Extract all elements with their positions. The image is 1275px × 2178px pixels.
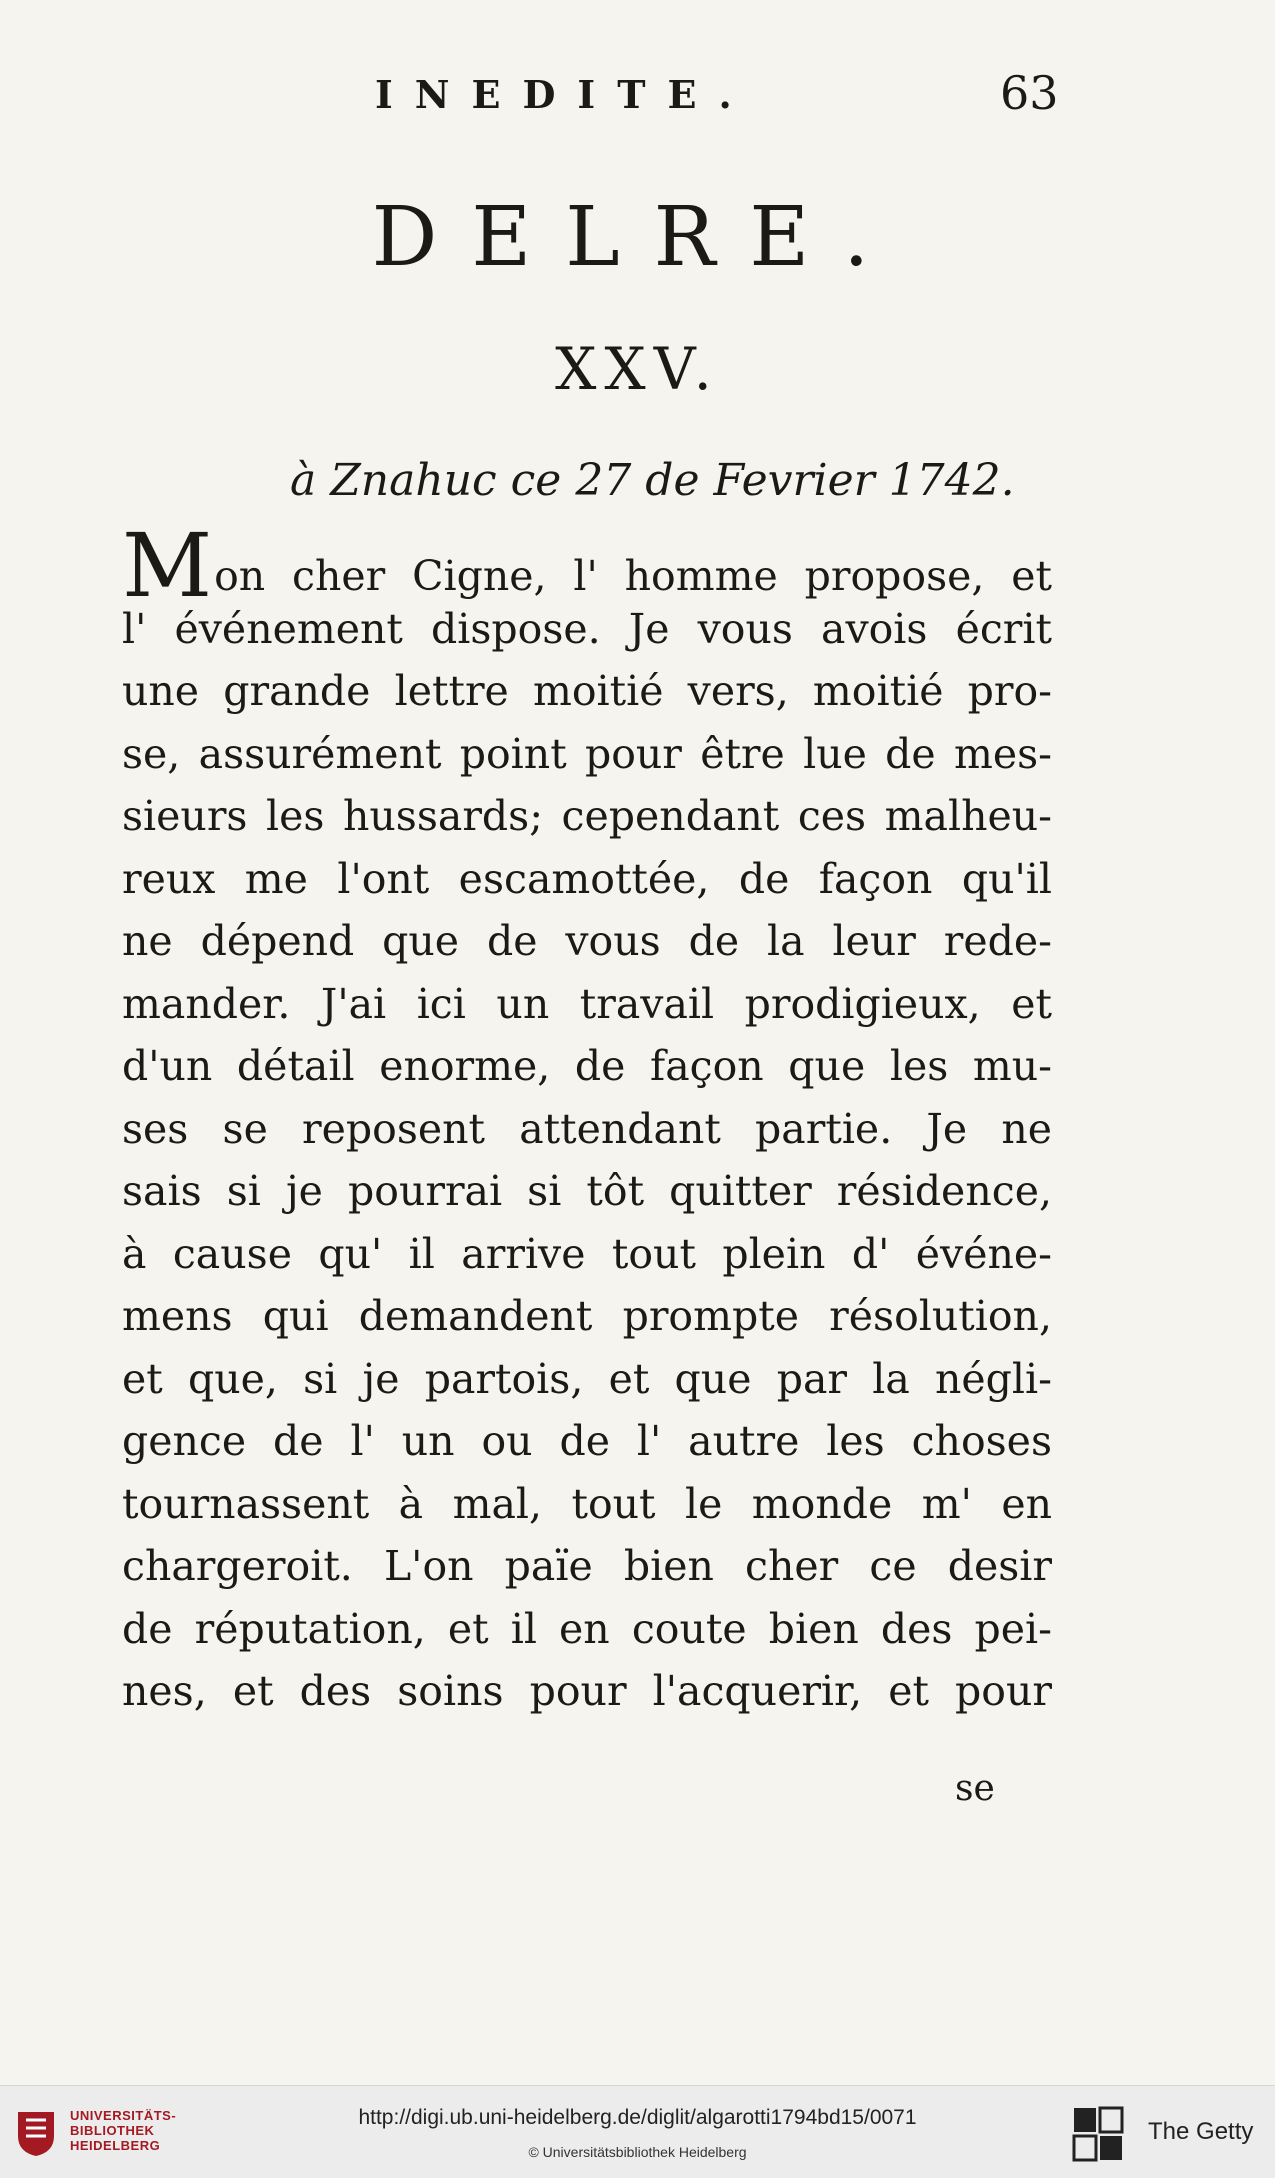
- body-line: de réputation, et il en coute bien des pei-: [122, 1604, 1052, 1653]
- body-line: tournassent à mal, tout le monde m' en: [122, 1479, 1052, 1528]
- partner-name: The Getty: [1148, 2118, 1254, 2145]
- body-line: une grande lettre moitié vers, moitié pro-: [122, 667, 1052, 715]
- running-title: INEDITE.: [375, 72, 754, 117]
- body-line-text: on cher Cigne, l' homme propose, et: [214, 552, 1052, 600]
- body-line: l' événement dispose. Je vous avois écrit: [122, 604, 1052, 653]
- permalink[interactable]: http://digi.ub.uni-heidelberg.de/diglit/algarotti1794bd15/0071: [358, 2106, 917, 2129]
- copyright-notice: © Universitätsbibliothek Heidelberg: [528, 2144, 747, 2160]
- drop-cap: M: [122, 514, 213, 617]
- viewer-footer: [0, 2085, 1275, 2178]
- letter-number: XXV.: [555, 335, 720, 403]
- catchword: se: [955, 1768, 995, 1809]
- page-number: 63: [1000, 66, 1059, 120]
- body-line: à cause qu' il arrive tout plein d' événe-: [122, 1229, 1052, 1278]
- body-line: ne dépend que de vous de la leur rede-: [122, 917, 1052, 965]
- running-head: [0, 66, 1275, 132]
- body-line: mander. J'ai ici un travail prodigieux, et: [122, 979, 1052, 1028]
- body-line: sieurs les hussards; cependant ces malheu-: [122, 792, 1052, 840]
- body-line: sais si je pourrai si tôt quitter résidence,: [122, 1167, 1052, 1215]
- letter-dateline: à Znahuc ce 27 de Fevrier 1742.: [290, 455, 1015, 506]
- body-line: d'un détail enorme, de façon que les mu-: [122, 1042, 1052, 1090]
- body-line: [122, 514, 1052, 617]
- library-name: UNIVERSITÄTS- BIBLIOTHEK HEIDELBERG: [70, 2108, 177, 2153]
- letter-body: [122, 514, 1052, 1723]
- body-line: nes, et des soins pour l'acquerir, et pour: [122, 1667, 1052, 1715]
- body-line: ses se reposent attendant partie. Je ne: [122, 1104, 1052, 1153]
- body-line: chargeroit. L'on païe bien cher ce desir: [122, 1542, 1052, 1590]
- body-line: gence de l' un ou de l' autre les choses: [122, 1417, 1052, 1465]
- body-line: se, assurément point pour être lue de mes-: [122, 729, 1052, 778]
- body-line: reux me l'ont escamottée, de façon qu'il: [122, 854, 1052, 903]
- chapter-title: DELRE.: [371, 190, 904, 285]
- body-line: mens qui demandent prompte résolution,: [122, 1292, 1052, 1340]
- getty-logo-icon: [1072, 2106, 1126, 2162]
- body-line: et que, si je partois, et que par la négli-: [122, 1354, 1052, 1403]
